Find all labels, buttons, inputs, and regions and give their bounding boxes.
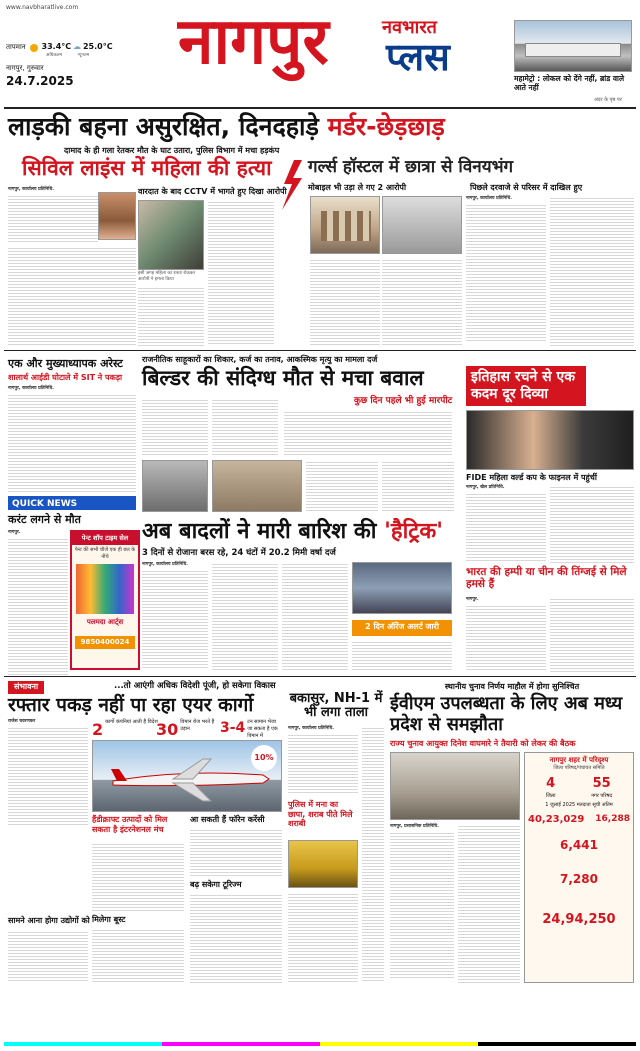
cargo-title: रफ्तार पकड़ नहीं पा रहा एयर कार्गो bbox=[8, 694, 254, 716]
story1-text-col2 bbox=[138, 286, 204, 346]
stats-n2: 16,288 bbox=[595, 814, 630, 825]
cargo-offer-badge: 10% bbox=[251, 745, 277, 771]
cargo-stat1-num: 2 bbox=[92, 720, 104, 739]
prospects-label: संभावना bbox=[8, 681, 44, 694]
temp-max: 33.4°C bbox=[41, 42, 72, 51]
victim-photo bbox=[98, 192, 136, 240]
story1-text bbox=[8, 194, 98, 244]
story2-sub1: मोबाइल भी उड़ा ले गए 2 आरोपी bbox=[308, 183, 407, 192]
ad-phone[interactable]: 9850400024 bbox=[75, 636, 135, 649]
story1-text-more bbox=[8, 246, 136, 346]
left-story1-title: एक और मुख्याध्यापक अरेस्ट bbox=[8, 357, 123, 370]
quick-news-byline: नागपुर. bbox=[8, 530, 21, 535]
masthead-title: नागपुर bbox=[178, 5, 329, 79]
builder-title: बिल्डर की संदिग्ध मौत से मचा बवाल bbox=[142, 366, 424, 390]
lightning-divider-icon bbox=[276, 160, 308, 210]
story1-byline: नागपुर, कार्यालय प्रतिनिधि. bbox=[8, 187, 55, 192]
promo-title[interactable]: महामेट्रो : लोकल को देंगे नहीं, ब्रांड वाले आते नहीं bbox=[514, 74, 625, 93]
history-byline: नागपुर, खेल प्रतिनिधि. bbox=[466, 485, 505, 490]
evm-kicker: स्थानीय चुनाव निर्णय माहौल में होगा सुनिश्चित bbox=[444, 682, 580, 691]
metro-train bbox=[525, 43, 621, 57]
side-right-title: भारत की हम्पी या चीन की तिंग्जई से मिले हमसे हैं bbox=[466, 566, 627, 590]
rain-byline: नागपुर, कार्यालय प्रतिनिधि. bbox=[142, 562, 189, 567]
temp-min-label: न्यूनतम bbox=[77, 52, 90, 58]
side-right-text-col2 bbox=[550, 597, 634, 672]
divider bbox=[4, 676, 636, 677]
stats-district: जिला परिषद/पंचायत समिति bbox=[553, 765, 605, 772]
rain-title-black: अब बादलों ने मारी बारिश की bbox=[142, 519, 377, 544]
history-caption: FIDE महिला वर्ल्ड कप के फाइनल में पहुंचीं bbox=[466, 473, 597, 482]
side-right-byline: नागपुर. bbox=[466, 597, 479, 602]
print-color-bar bbox=[4, 1042, 636, 1046]
temp-max-label: अधिकतम bbox=[46, 52, 63, 58]
cargo-stat3-text: टन सामान भेजा जा सकता है एक विमान में bbox=[247, 719, 278, 739]
story2-sub2: पिछले दरवाजे से परिसर में दाखिल हुए bbox=[470, 183, 583, 192]
stats-title: नागपुर शहर में परिदृश्य bbox=[549, 756, 609, 764]
meeting-photo bbox=[390, 752, 520, 820]
masthead-brand-top: नवभारत bbox=[382, 17, 437, 38]
website-url[interactable]: www.navbharatlive.com bbox=[6, 4, 79, 11]
cargo-sub5: सामने आना होगा उद्योगों को bbox=[8, 916, 90, 925]
promo-more-link[interactable]: अंदर के पृष्ठ पर bbox=[594, 97, 622, 103]
cargo-stat2-num: 30 bbox=[156, 720, 179, 739]
bakasur-text-col2 bbox=[288, 892, 358, 983]
cargo-plane-photo bbox=[92, 740, 282, 812]
ad-brand: पलमदा आर्ट्स bbox=[86, 618, 124, 627]
story1-title: सिविल लाइंस में महिला की हत्या bbox=[22, 156, 272, 180]
builder-text-col3 bbox=[306, 460, 378, 512]
bakasur-text-col3 bbox=[362, 726, 384, 983]
cargo-text-col4 bbox=[190, 893, 282, 983]
rain-text bbox=[142, 562, 208, 669]
left-story1-byline: नागपुर, कार्यालय प्रतिनिधि. bbox=[8, 386, 55, 391]
builder-photo bbox=[142, 460, 208, 512]
evm-text-col2 bbox=[458, 824, 520, 983]
builder-text-col4 bbox=[382, 460, 454, 512]
cloud-icon: ☁ bbox=[73, 42, 82, 51]
weather-label: तापमान bbox=[6, 43, 26, 51]
dateline-city: नागपुर, गुरुवार bbox=[6, 64, 44, 72]
cargo-stat3-num: 3-4 bbox=[220, 720, 246, 736]
history-text-col2 bbox=[550, 485, 634, 563]
history-text bbox=[466, 485, 546, 562]
lead-headline-black: लाड़की बहना असुरक्षित, दिनदहाड़े bbox=[8, 112, 319, 141]
quick-news-text bbox=[8, 530, 68, 677]
rain-photo bbox=[352, 562, 452, 614]
evm-sub: राज्य चुनाव आयुक्त दिनेश वाघमारे ने तैयारी को लेकर की बैठक bbox=[390, 739, 576, 748]
stats-c1-label: जिला bbox=[545, 792, 556, 799]
cargo-stat1-text: कार्गो कंपनियां आती हैं विदेश bbox=[105, 719, 158, 725]
left-story1-text bbox=[8, 386, 136, 493]
lead-kicker: दामाद के ही गला रेतकर मौत के घाट उतारा, पुलिस विभाग में मचा हड़कंप bbox=[64, 146, 280, 155]
rain-title bbox=[142, 520, 443, 544]
metro-photo bbox=[514, 20, 632, 72]
ad-title: पेन्ट शॉप टाइम सेल bbox=[72, 532, 138, 545]
sun-icon bbox=[30, 44, 38, 52]
builder-text-col1 bbox=[142, 398, 208, 456]
left-story1-sub: शालार्थ आईडी घोटाले में SIT ने पकड़ा bbox=[8, 373, 123, 382]
stats-n1: 40,23,029 bbox=[528, 814, 585, 826]
dateline-date: 24.7.2025 bbox=[6, 74, 74, 89]
builder-kicker: राजनीतिक साहूकारों का शिकार, कर्ज का तनाव, आकस्मिक मृत्यु का मामला दर्ज bbox=[142, 355, 378, 364]
story1-sub: वारदात के बाद CCTV में भागते हुए दिखा आरोपी bbox=[138, 187, 287, 196]
cargo-sub1: हैंडीक्राफ्ट उत्पादों को मिल सकता है इंटरनेशनल मंच bbox=[92, 815, 168, 834]
divider bbox=[4, 350, 636, 351]
cargo-byline: राजेश चवरणकर bbox=[8, 719, 36, 724]
story1-col1 bbox=[8, 187, 98, 244]
story1-text-col3 bbox=[208, 200, 274, 346]
cargo-sub2: आ सकती हैं फॉरेन करेंसी bbox=[190, 815, 265, 824]
story2-title: गर्ल्स हॉस्टल में छात्रा से विनयभंग bbox=[308, 157, 514, 177]
hostel-gate-photo bbox=[382, 196, 462, 254]
story2-text-col4 bbox=[550, 196, 634, 346]
bakasur-sub: पुलिस में मना का छापा, शराब पीते मिले शराबी bbox=[288, 800, 353, 829]
cargo-stat-2 bbox=[156, 719, 216, 741]
story2-col3 bbox=[466, 196, 546, 343]
cargo-text-col5 bbox=[92, 928, 184, 983]
side-right-text bbox=[466, 597, 546, 670]
dateline bbox=[6, 64, 74, 90]
stats-c1-num: 4 bbox=[546, 776, 556, 792]
temp-min: 25.0°C bbox=[82, 42, 113, 51]
lead-headline-red: मर्डर-छेड़छाड़ bbox=[327, 112, 445, 141]
bakasur-title: बकासुर, NH-1 में भी लगा ताला bbox=[289, 691, 383, 721]
stats-c2-label: नगर परिषद bbox=[591, 792, 613, 799]
evm-text bbox=[390, 824, 454, 979]
ad-subtitle: पेन्ट की सभी चीजें एक ही छत के नीचे bbox=[74, 546, 136, 560]
builder-sub: कुछ दिन पहले भी हुई मारपीट bbox=[354, 396, 453, 406]
stats-voters-label: 1 जुलाई 2025 मतदाता सूची अंतिम bbox=[545, 802, 613, 809]
chess-player-photo bbox=[466, 410, 634, 470]
bakasur-byline: नागपुर, कार्यालय प्रतिनिधि. bbox=[288, 726, 335, 731]
cargo-text-col2 bbox=[92, 842, 184, 912]
cargo-text-col6 bbox=[8, 930, 88, 983]
cargo-sub4: बढ़ सकेगा टूरिज्म bbox=[190, 880, 242, 889]
stats-c2-num: 55 bbox=[592, 776, 611, 792]
rain-text-col2 bbox=[212, 562, 278, 672]
evm-title: ईवीएम उपलब्धता के लिए अब मध्य प्रदेश से समझौता bbox=[390, 693, 623, 735]
hostel-photo bbox=[310, 196, 380, 254]
story2-text-col2 bbox=[382, 258, 462, 346]
stats-n5: 24,94,250 bbox=[542, 912, 616, 928]
quick-news-title: करंट लगने से मौत bbox=[8, 513, 81, 526]
crowd-photo bbox=[212, 460, 302, 512]
stats-c1 bbox=[546, 775, 556, 799]
story1-caption: इसी जगह महिला का रास्ता रोककर आरोपी ने हमला किया bbox=[138, 271, 196, 283]
story2-byline: नागपुर, कार्यालय प्रतिनिधि. bbox=[466, 196, 513, 201]
nagpur-stats-box bbox=[524, 752, 634, 983]
rain-text-col4 bbox=[352, 640, 452, 672]
crime-scene-photo bbox=[138, 200, 204, 270]
history-title: इतिहास रचने से एक कदम दूर दिव्या bbox=[466, 366, 586, 406]
cargo-stat2-text: विमान रोज भरते हैं उड़ान bbox=[180, 719, 215, 732]
stats-n3: 6,441 bbox=[560, 837, 598, 852]
rain-text-col3 bbox=[282, 562, 348, 672]
quick-news-label: QUICK NEWS bbox=[8, 496, 136, 510]
weather-box bbox=[6, 42, 141, 59]
divider bbox=[4, 107, 636, 109]
stats-n4: 7,280 bbox=[560, 871, 598, 886]
lead-headline bbox=[8, 113, 445, 141]
bakasur-text bbox=[288, 726, 358, 793]
builder-text-box bbox=[284, 410, 452, 456]
masthead-brand-bottom: प्लस bbox=[386, 35, 450, 79]
stats-c2 bbox=[591, 775, 612, 799]
rain-sub: 3 दिनों से रोजाना बरस रहे, 24 घंटों में 20.2 मिमी वर्षा दर्ज bbox=[142, 548, 336, 558]
rain-alert-box: 2 दिन ऑरेंज अलर्ट जारी bbox=[352, 620, 452, 636]
police-illustration bbox=[288, 840, 358, 888]
builder-text-col2 bbox=[212, 398, 278, 456]
cargo-text bbox=[8, 719, 88, 826]
cargo-text-col3 bbox=[190, 828, 282, 878]
paint-cans-image bbox=[76, 564, 134, 614]
evm-byline: नागपुर, प्रशासनिक प्रतिनिधि. bbox=[390, 824, 439, 829]
prospects-title: ...तो आएंगी अधिक विदेशी पूंजी, हो सकेगा विकास bbox=[114, 681, 276, 691]
cargo-sub3: मिलेगा बूस्ट bbox=[92, 915, 126, 924]
rain-title-red: 'हैट्रिक' bbox=[384, 519, 444, 544]
paint-shop-ad[interactable] bbox=[70, 530, 140, 670]
story2-text-col1 bbox=[310, 258, 380, 346]
cargo-stat-3 bbox=[220, 719, 282, 739]
